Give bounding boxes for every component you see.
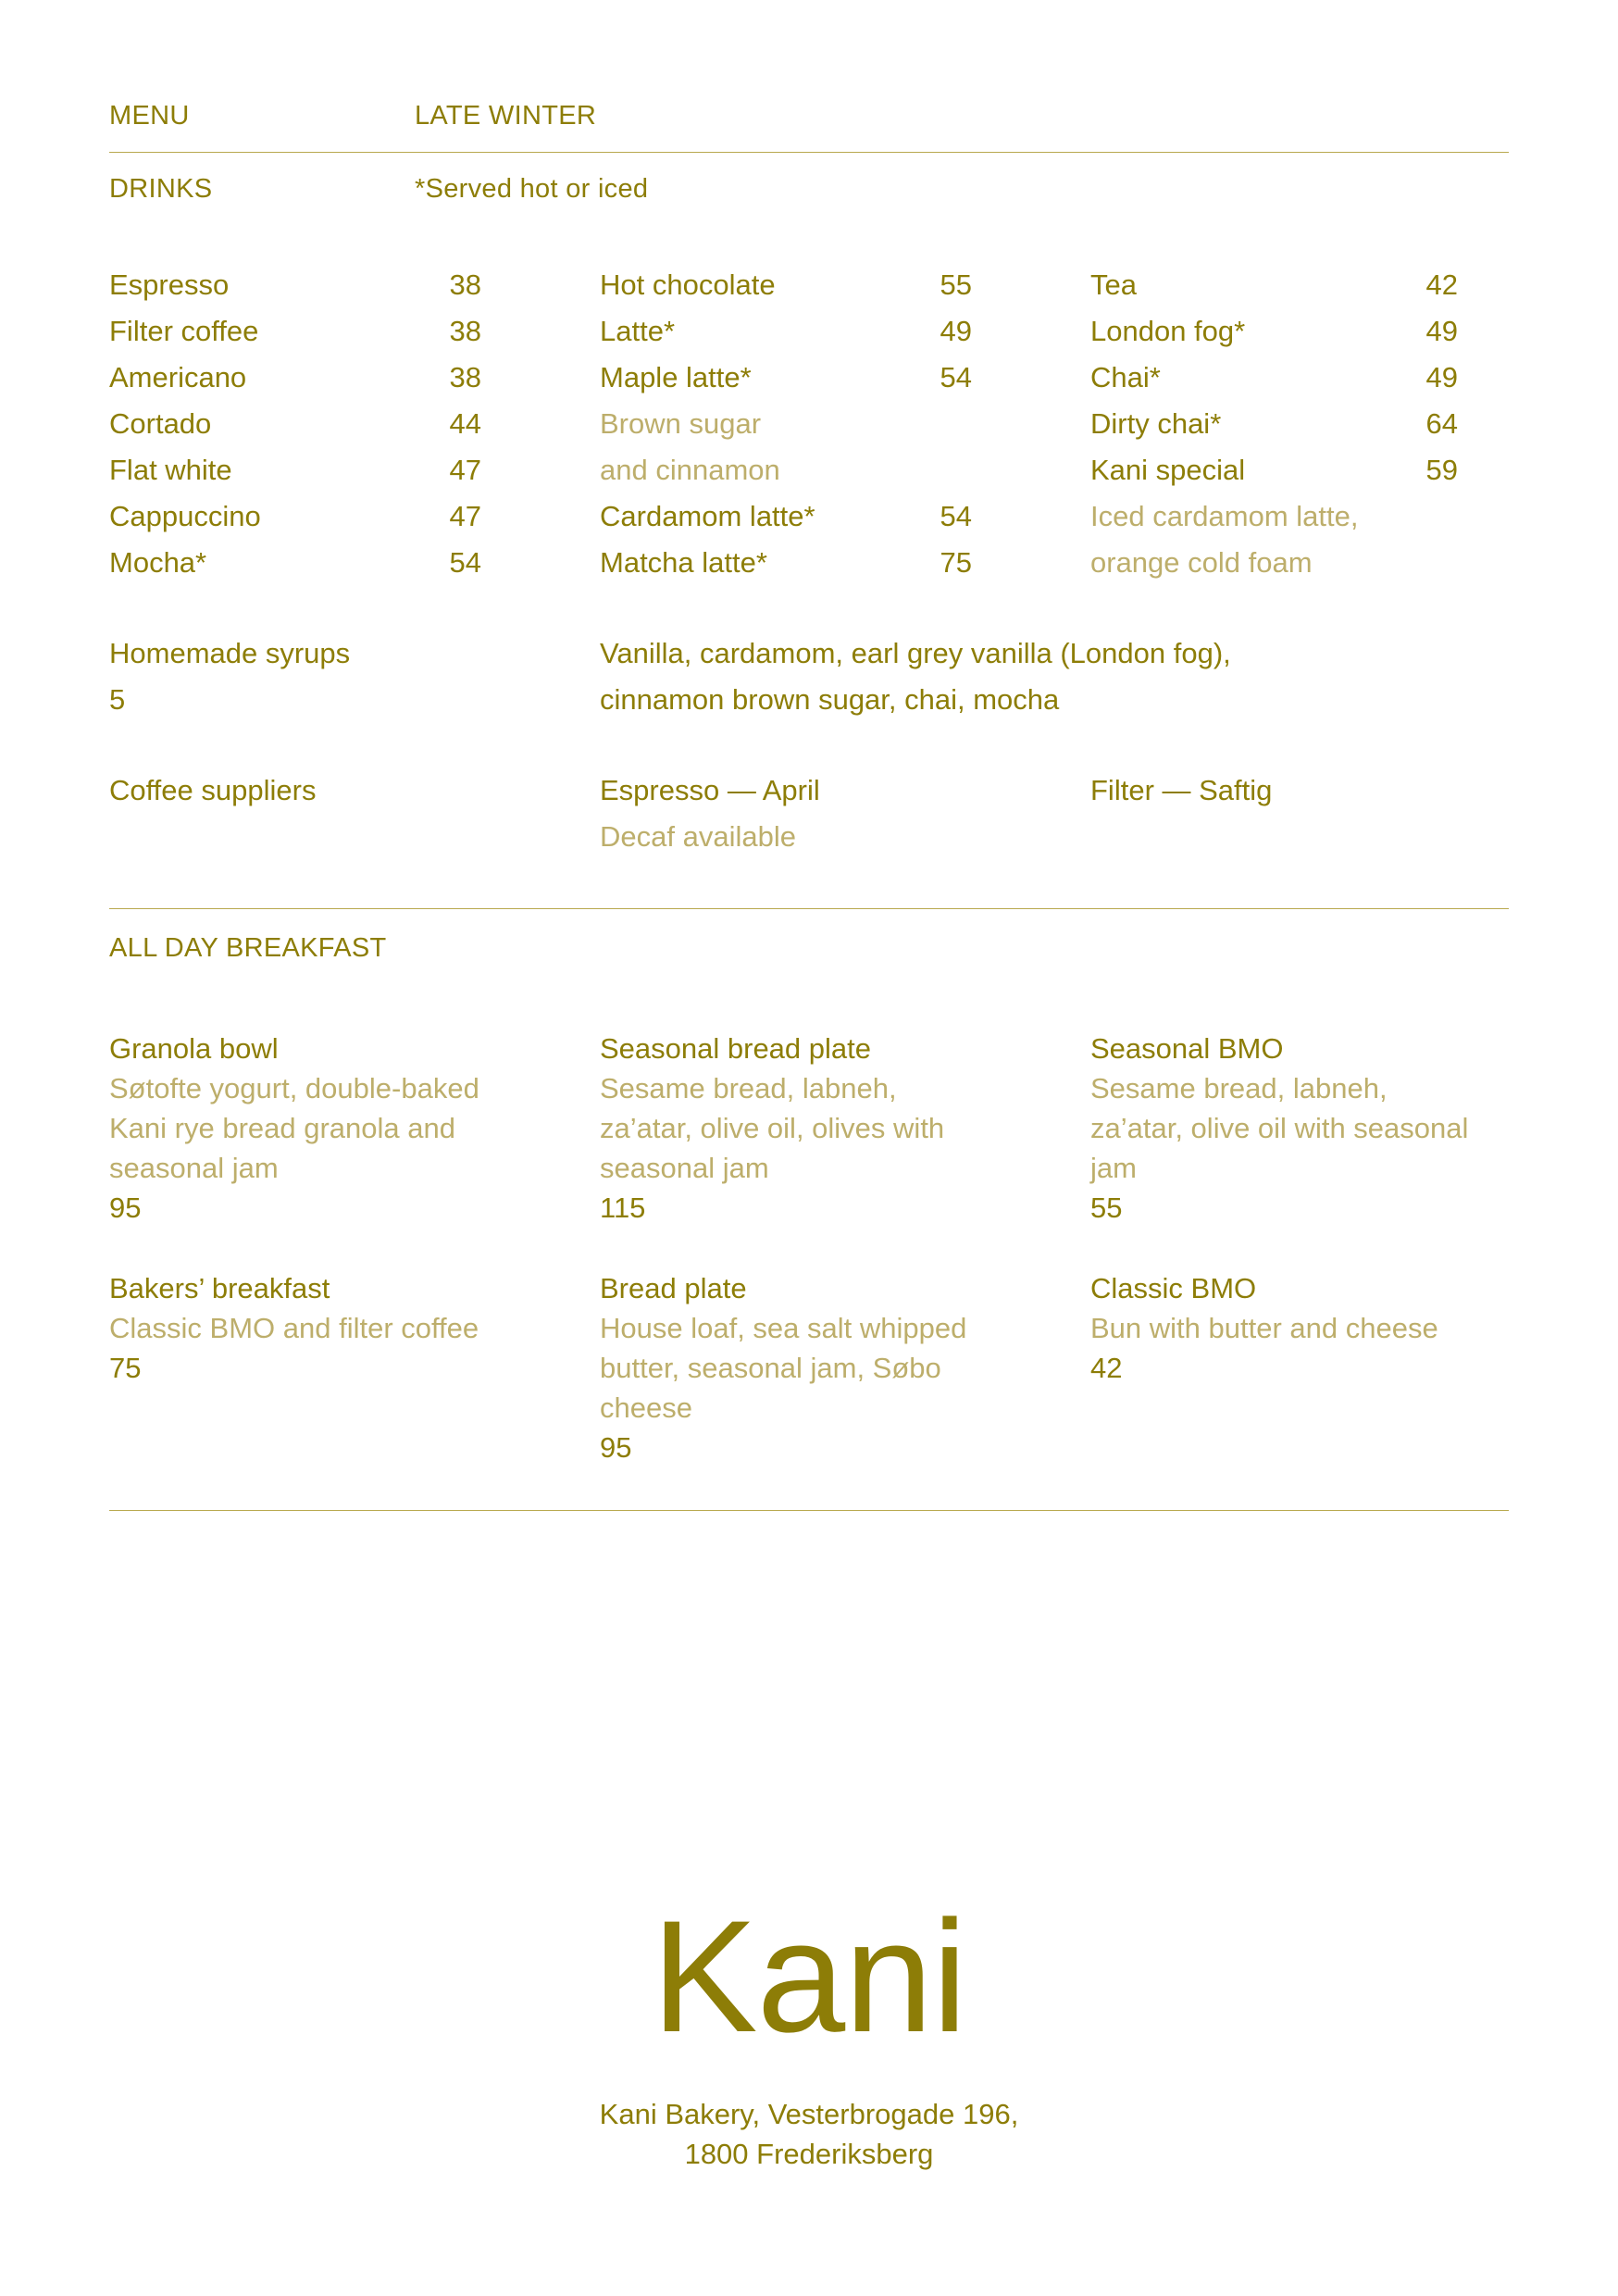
drink-name: Tea <box>1090 268 1137 301</box>
drink-name: Flat white <box>109 453 232 486</box>
drinks-section-header <box>109 153 1509 205</box>
drink-row <box>1090 308 1509 355</box>
syrups-values-col <box>600 630 1509 723</box>
drink-name: Matcha latte* <box>600 545 767 579</box>
drink-price: 54 <box>449 545 481 579</box>
breakfast-item-price: 55 <box>1090 1191 1123 1224</box>
breakfast-item <box>109 1268 600 1388</box>
suppliers-espresso-col <box>600 767 1090 860</box>
breakfast-column-1 <box>109 1029 600 1467</box>
suppliers-filter: Filter — Saftig <box>1090 773 1273 806</box>
drink-price: 55 <box>940 268 972 301</box>
menu-header <box>109 0 1509 131</box>
drink-price: 38 <box>449 314 481 347</box>
breakfast-item <box>109 1029 600 1228</box>
drink-name: Filter coffee <box>109 314 259 347</box>
drink-row <box>1090 447 1509 493</box>
breakfast-section-label: ALL DAY BREAKFAST <box>109 932 387 963</box>
drink-name: orange cold foam <box>1090 545 1313 579</box>
drink-row <box>600 262 1090 308</box>
address-line-2: 1800 Frederiksberg <box>684 2138 934 2170</box>
breakfast-item-price: 75 <box>109 1351 142 1384</box>
breakfast-item <box>1090 1029 1509 1228</box>
drink-price: 38 <box>449 360 481 393</box>
breakfast-item-price: 42 <box>1090 1351 1123 1384</box>
drink-row <box>109 401 600 447</box>
drink-name: Chai* <box>1090 360 1161 393</box>
suppliers-decaf-note: Decaf available <box>600 819 796 853</box>
drink-name: Brown sugar <box>600 406 762 440</box>
drink-name: Dirty chai* <box>1090 406 1222 440</box>
suppliers-espresso: Espresso — April <box>600 773 820 806</box>
drink-row <box>1090 401 1509 447</box>
drink-row <box>1090 355 1509 401</box>
menu-label: MENU <box>109 101 190 131</box>
drink-name: Hot chocolate <box>600 268 776 301</box>
drinks-column-2 <box>600 262 1090 586</box>
breakfast-item-name: Bread plate <box>600 1271 747 1304</box>
drink-row <box>600 308 1090 355</box>
drink-price: 38 <box>449 268 481 301</box>
breakfast-grid <box>109 964 1509 1467</box>
breakfast-item-name: Bakers’ breakfast <box>109 1271 330 1304</box>
breakfast-item-price: 115 <box>600 1191 646 1224</box>
drink-name: London fog* <box>1090 314 1246 347</box>
breakfast-item-price: 95 <box>109 1191 142 1224</box>
drink-row <box>600 447 1090 493</box>
drink-row <box>600 401 1090 447</box>
drink-price: 47 <box>449 499 481 532</box>
breakfast-item-name: Granola bowl <box>109 1031 279 1065</box>
drink-price: 49 <box>1425 314 1458 347</box>
syrups-line-2: cinnamon brown sugar, chai, mocha <box>600 682 1060 716</box>
homemade-syrups-block <box>109 586 1509 723</box>
drink-price: 49 <box>1425 360 1458 393</box>
breakfast-column-3 <box>1090 1029 1509 1467</box>
drink-name: Iced cardamom latte, <box>1090 499 1359 532</box>
drink-row <box>109 355 600 401</box>
breakfast-item-description: Søtofte yogurt, double-baked Kani rye bread granola and seasonal jam <box>109 1071 479 1184</box>
drink-row <box>109 493 600 540</box>
drinks-section-label: DRINKS <box>109 173 213 204</box>
drink-name: Cortado <box>109 406 212 440</box>
breakfast-item-name: Seasonal bread plate <box>600 1031 872 1065</box>
breakfast-item <box>600 1268 1090 1467</box>
breakfast-column-2 <box>600 1029 1090 1467</box>
drinks-served-note: *Served hot or iced <box>415 173 649 204</box>
drinks-column-1 <box>109 262 600 586</box>
breakfast-item-description: Sesame bread, labneh, za’atar, olive oil, olives with seasonal jam <box>600 1071 945 1184</box>
breakfast-item-description: Sesame bread, labneh, za’atar, olive oil with seasonal jam <box>1090 1071 1469 1184</box>
breakfast-item-description: House loaf, sea salt whipped butter, seasonal jam, Søbo cheese <box>600 1311 967 1424</box>
drink-name: Maple latte* <box>600 360 752 393</box>
drink-row <box>1090 262 1509 308</box>
drink-row <box>600 493 1090 540</box>
drink-row <box>109 262 600 308</box>
breakfast-item-description: Classic BMO and filter coffee <box>109 1311 479 1344</box>
drink-name: Espresso <box>109 268 230 301</box>
drink-price: 54 <box>940 499 972 532</box>
season-label: LATE WINTER <box>415 101 597 131</box>
drink-price: 64 <box>1425 406 1458 440</box>
drink-price: 59 <box>1425 453 1458 486</box>
drink-name: Kani special <box>1090 453 1246 486</box>
drink-price: 42 <box>1425 268 1458 301</box>
drink-price: 49 <box>940 314 972 347</box>
coffee-suppliers-block <box>109 723 1509 860</box>
syrups-price: 5 <box>109 682 126 716</box>
breakfast-item-price: 95 <box>600 1430 632 1464</box>
drink-row <box>600 355 1090 401</box>
drinks-column-3 <box>1090 262 1509 586</box>
drink-row <box>600 540 1090 586</box>
syrups-label-col <box>109 630 600 723</box>
address-line-1: Kani Bakery, Vesterbrogade 196, <box>599 2098 1019 2130</box>
footer <box>0 1888 1618 2174</box>
drink-name: and cinnamon <box>600 453 780 486</box>
drink-row <box>109 308 600 355</box>
drink-name: Cappuccino <box>109 499 261 532</box>
drink-price: 47 <box>449 453 481 486</box>
drink-name: Cardamom latte* <box>600 499 815 532</box>
brand-logo: Kani <box>651 1888 967 2065</box>
drink-row <box>1090 540 1509 586</box>
drinks-grid <box>109 205 1509 586</box>
address <box>0 2094 1618 2174</box>
suppliers-label: Coffee suppliers <box>109 773 317 806</box>
drink-name: Americano <box>109 360 247 393</box>
breakfast-item <box>600 1029 1090 1228</box>
drink-price: 44 <box>449 406 481 440</box>
drink-row <box>109 447 600 493</box>
breakfast-item-description: Bun with butter and cheese <box>1090 1311 1438 1344</box>
drink-name: Latte* <box>600 314 676 347</box>
syrups-label: Homemade syrups <box>109 636 351 669</box>
drink-price: 54 <box>940 360 972 393</box>
divider-bottom <box>109 1510 1509 1511</box>
drink-row <box>1090 493 1509 540</box>
drink-name: Mocha* <box>109 545 207 579</box>
breakfast-item <box>1090 1268 1509 1388</box>
breakfast-item-name: Classic BMO <box>1090 1271 1257 1304</box>
drink-price: 75 <box>940 545 972 579</box>
breakfast-item-name: Seasonal BMO <box>1090 1031 1284 1065</box>
drink-row <box>109 540 600 586</box>
syrups-line-1: Vanilla, cardamom, earl grey vanilla (London fog), <box>600 636 1231 669</box>
